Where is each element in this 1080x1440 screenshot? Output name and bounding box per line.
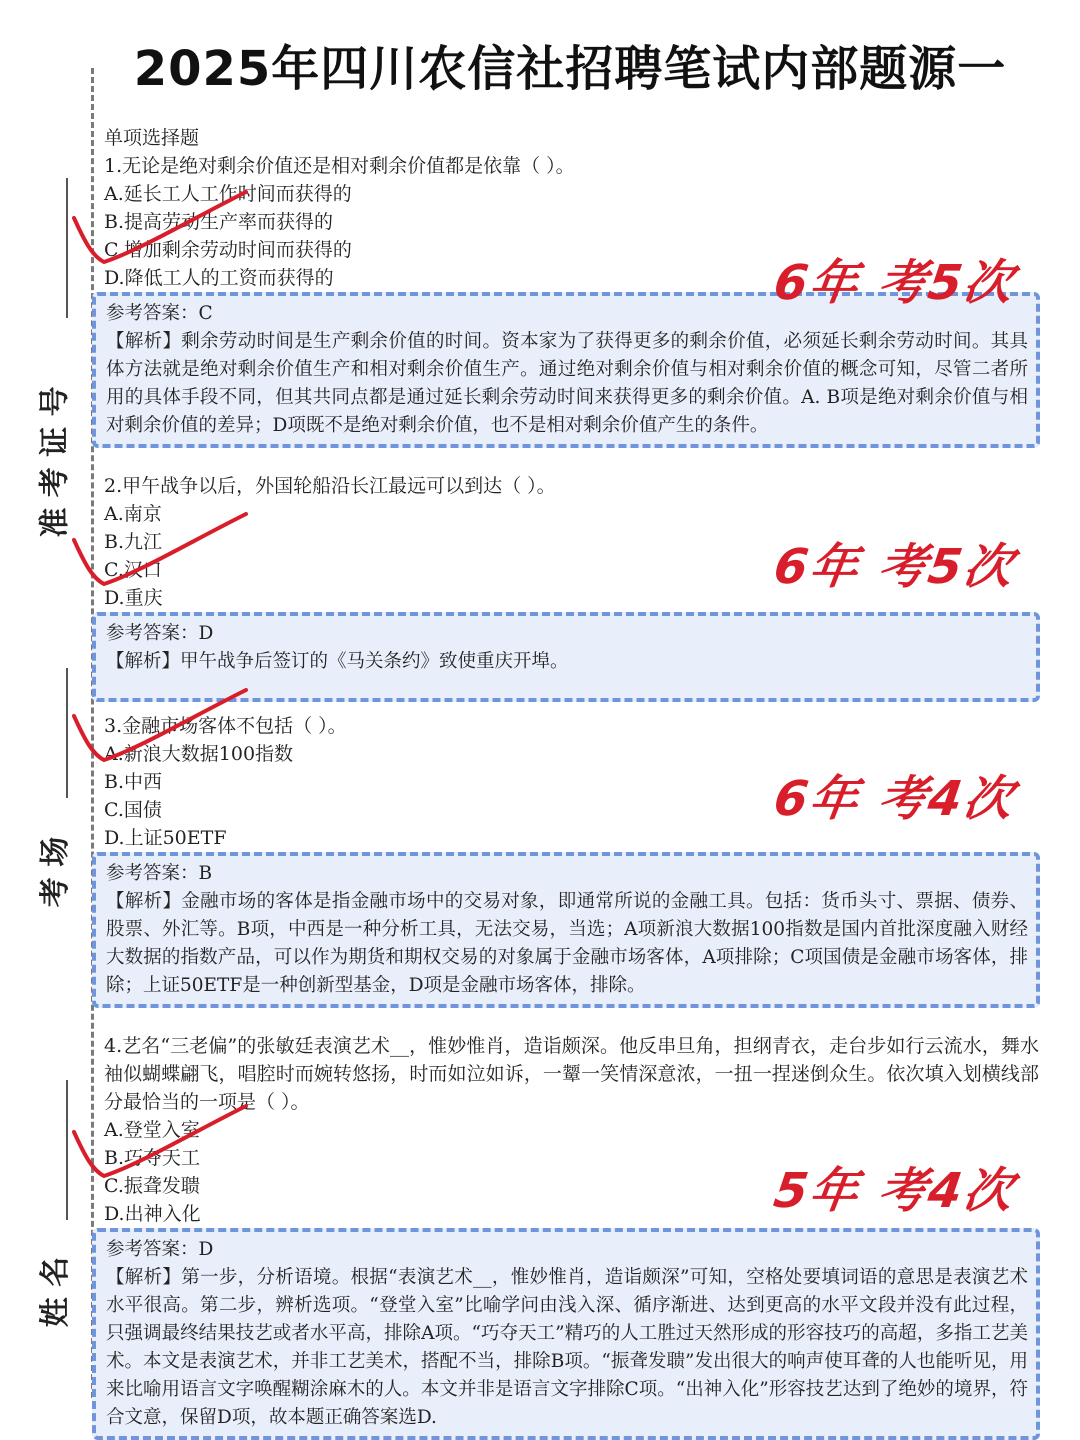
page-title: 2025年四川农信社招聘笔试内部题源一 [133, 41, 1007, 97]
option-c[interactable]: C.增加剩余劳动时间而获得的 [104, 239, 352, 261]
answer-box [92, 612, 1040, 702]
side-bar-name [66, 1080, 68, 1220]
question-4 [104, 1032, 1039, 1440]
question-1 [104, 152, 1039, 448]
question-3 [104, 712, 1039, 1008]
option-d[interactable]: D.降低工人的工资而获得的 [104, 267, 334, 289]
side-label-admission-text: 准 考 证 号 [38, 386, 73, 538]
side-label-name-text: 姓 名 [38, 1256, 74, 1328]
frequency-stamp: 6年 考4次 [770, 771, 1019, 827]
question-stem: 1.无论是绝对剩余价值还是相对剩余价值都是依靠（ ）。 [104, 155, 575, 177]
section-heading: 单项选择题 [104, 127, 200, 149]
answer-box [92, 292, 1040, 448]
option-b[interactable]: B.巧夺天工 [104, 1147, 201, 1169]
question-list [104, 124, 1039, 1440]
option-b[interactable]: B.中西 [104, 771, 163, 793]
answer-box [92, 852, 1040, 1008]
analysis-text: 【解析】剩余劳动时间是生产剩余价值的时间。资本家为了获得更多的剩余价值，必须延长剩余劳动时间。其具体方法就是绝对剩余价值生产和相对剩余价值生产。通过绝对剩余价值与相对剩余价值的概念可知，尽管二者所用的具体手段不同，但其共同点都是通过延长剩余劳动时间来获得更多的剩余价值。A. B项是绝对剩余价值与相对剩余价值的差异；D项既不是绝对剩余价值，也不是相对剩余价值产生的条件。 [106, 331, 1028, 436]
answer-label: 参考答案：D [106, 1239, 214, 1260]
analysis-text: 【解析】金融市场的客体是指金融市场中的交易对象，即通常所说的金融工具。包括：货币头寸、票据、债券、股票、外汇等。B项，中西是一种分析工具，无法交易，当选；A项新浪大数据100指数是国内首批深度融入财经大数据的指数产品，可以作为期货和期权交易的对象属于金融市场客体，A项排除；C项国债是金融市场客体，排除；上证50ETF是一种创新型基金，D项是金融市场客体，排除。 [106, 891, 1028, 996]
answer-box [92, 1228, 1040, 1440]
answer-label: 参考答案：B [106, 863, 213, 884]
analysis-text: 【解析】第一步，分析语境。根据“表演艺术__，惟妙惟肖，造诣颇深”可知，空格处要填词语的意思是表演艺术水平很高。第二步，辨析选项。“登堂入室”比喻学问由浅入深、循序渐进、达到更高的水平文段并没有此过程，只强调最终结果技艺或者水平高，排除A项。“巧夺天工”精巧的人工胜过天然形成的形容技巧的高超，多指工艺美术。本文是表演艺术，并非工艺美术，搭配不当，排除B项。“振聋发聩”发出很大的响声使耳聋的人也能听见，用来比喻用语言文字唤醒糊涂麻木的人。本文并非是语言文字排除C项。“出神入化”形容技艺达到了绝妙的境界，符合文意，保留D项，故本题正确答案选D. [106, 1267, 1028, 1428]
frequency-stamp: 6年 考5次 [770, 539, 1019, 595]
option-d[interactable]: D.重庆 [104, 587, 163, 609]
frequency-stamp: 6年 考5次 [770, 255, 1019, 311]
option-a[interactable]: A.延长工人工作时间而获得的 [104, 183, 352, 205]
option-b[interactable]: B.提高劳动生产率而获得的 [104, 211, 334, 233]
option-a[interactable]: A.登堂入室 [104, 1119, 200, 1141]
option-a[interactable]: A.南京 [104, 503, 162, 525]
side-label-admission [28, 330, 76, 590]
cut-line-divider [91, 68, 94, 1398]
option-a[interactable]: A.新浪大数据100指数 [104, 743, 294, 765]
side-label-exam-room-text: 考 场 [38, 836, 74, 908]
side-label-exam-room [28, 810, 76, 910]
option-d[interactable]: D.上证50ETF [104, 827, 227, 849]
question-stem: 2.甲午战争以后，外国轮船沿长江最远可以到达（ ）。 [104, 475, 556, 497]
side-bar-exam-room [66, 668, 68, 798]
side-bar-admission [66, 178, 68, 318]
option-c[interactable]: C.振聋发聩 [104, 1175, 200, 1197]
answer-label: 参考答案：C [106, 303, 213, 324]
question-stem: 4.艺名“三老偏”的张敏廷表演艺术__，惟妙惟肖，造诣颇深。他反串旦角，担纲青衣，走台步如行云流水，舞水袖似蝴蝶翩飞，唱腔时而婉转悠扬，时而如泣如诉，一颦一笑情深意浓，一扭一捏迷倒众生。依次填入划横线部分最恰当的一项是（ ）。 [104, 1035, 1039, 1113]
option-d[interactable]: D.出神入化 [104, 1203, 201, 1225]
option-c[interactable]: C.汉口 [104, 559, 162, 581]
answer-label: 参考答案：D [106, 623, 214, 644]
option-c[interactable]: C.国债 [104, 799, 162, 821]
option-b[interactable]: B.九江 [104, 531, 163, 553]
analysis-text: 【解析】甲午战争后签订的《马关条约》致使重庆开埠。 [106, 651, 569, 672]
question-2 [104, 472, 1039, 702]
question-stem: 3.金融市场客体不包括（ ）。 [104, 715, 347, 737]
side-label-name [28, 1230, 76, 1330]
frequency-stamp: 5年 考4次 [770, 1163, 1019, 1219]
